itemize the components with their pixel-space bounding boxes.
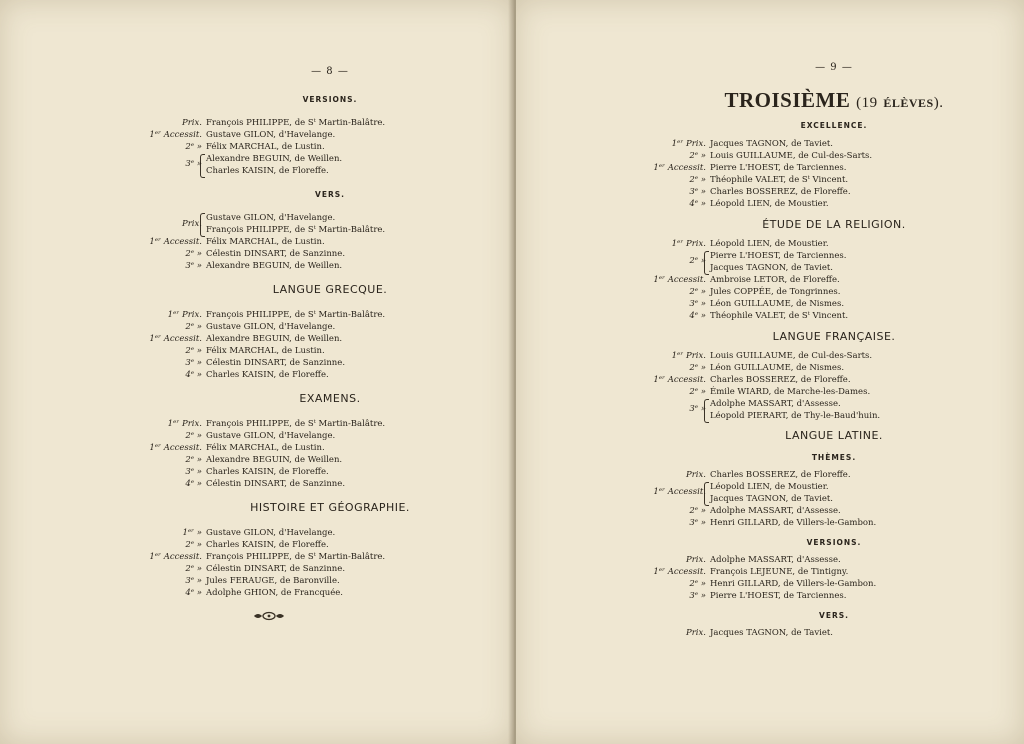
section-heading-langue-francaise: LANGUE FRANÇAISE. — [772, 330, 896, 343]
right-column: — 9 — TROISIÈME (19 ÉLÈVES). EXCELLENCE. 1ᵉʳ Prix. Jacques TAGNON, de Taviet. 2ᵉ » Louis GUILLAUME, de Cul-des-Sarts. 1ᵉʳ Accessit. Pierre L'HOEST, de Tarciennes. 2ᵉ » Théophile VALET, de Sᵗ Vincent. 3ᵉ » Charles BOSSEREZ, de Floreffe. 4ᵉ » Léopold LIEN, de Moustier. ÉTUDE DE LA RELIGION. 1ᵉʳ Prix. Léopold LIEN, de Moustier. 2ᵉ » Pierre L'HOEST, de Tarciennes. Jacques TAGNON, de Taviet. 1ᵉʳ Accessit. Ambroise LETOR, de Floreffe. 2ᵉ » Jules COPPÉE, de Tongrinnes. 3ᵉ » Léon GUILLAUME, de Nismes. 4ᵉ » Théophile VALET, de Sᵗ Vincent. LANGUE FRANÇAISE. 1ᵉʳ Prix. Louis GUILLAUME, de Cul-des-Sarts. 2ᵉ » Léon GUILLAUME, de Nismes. 1ᵉʳ Accessit. Charles BOSSEREZ, de Floreffe. 2ᵉ » Émile WIARD, de Marche-les-Dames. 3ᵉ » Adolphe MASSART, d'Assesse. Léopold PIERART, de Thy-le-Baud'huin. LANGUE LATINE. THÈMES. Prix. Charles BOSSEREZ, de Floreffe. 1ᵉʳ Accessit. Léopold LIEN, de Moustier. Jacques TAGNON, de Taviet. 2ᵉ » Adolphe MASSART, d'Assesse. 3ᵉ » Henri GILLARD, de Villers-le-Gambon. VERSIONS. Prix. Adolphe MASSART, d'Assesse. 1ᵉʳ Accessit. François LEJEUNE, de Tintigny. 2ᵉ » Henri GILLARD, de Villers-le-Gambon. 3ᵉ » Pierre L'HOEST, de Tarciennes. VERS. Prix. Jacques TAGNON, de Taviet. — [644, 0, 1024, 744]
section-heading-versions: VERSIONS. — [806, 538, 862, 547]
section-heading-vers: VERS. — [315, 190, 345, 199]
page-number: — 8 — — [311, 66, 349, 77]
title-count-close: ). — [933, 95, 944, 111]
right-page — [516, 0, 1024, 744]
ornament-svg-icon — [252, 611, 286, 621]
page-number: — 9 — — [815, 62, 853, 73]
ornament-fleuron-icon — [252, 610, 286, 624]
title-main: TROISIÈME — [724, 88, 851, 112]
section-heading-langue-grecque: LANGUE GRECQUE. — [272, 283, 388, 296]
title-count-word: ÉLÈVES — [883, 96, 934, 110]
left-column: — 8 — VERSIONS. Prix. François PHILIPPE, de Sᵗ Martin-Balâtre. 1ᵉʳ Accessit. Gustave GILON, d'Havelange. 2ᵉ » Félix MARCHAL, de Lustin. 3ᵉ » Alexandre BEGUIN, de Weillen. Charles KAISIN, de Floreffe. VERS. Gustave GILON, d'Havelange. Prix. François PHILIPPE, de Sᵗ Martin-Balâtre. 1ᵉʳ Accessit. Félix MARCHAL, de Lustin. 2ᵉ » Célestin DINSART, de Sanzinne. 3ᵉ » Alexandre BEGUIN, de Weillen. LANGUE GRECQUE. 1ᵉʳ Prix. François PHILIPPE, de Sᵗ Martin-Balâtre. 2ᵉ » Gustave GILON, d'Havelange. 1ᵉʳ Accessit. Alexandre BEGUIN, de Weillen. 2ᵉ » Félix MARCHAL, de Lustin. 3ᵉ » Célestin DINSART, de Sanzinne. 4ᵉ » Charles KAISIN, de Floreffe. EXAMENS. 1ᵉʳ Prix. François PHILIPPE, de Sᵗ Martin-Balâtre. 2ᵉ » Gustave GILON, d'Havelange. 1ᵉʳ Accessit. Félix MARCHAL, de Lustin. 2ᵉ » Alexandre BEGUIN, de Weillen. 3ᵉ » Charles KAISIN, de Floreffe. 4ᵉ » Célestin DINSART, de Sanzinne. HISTOIRE ET GÉOGRAPHIE. 1ᵉʳ » Gustave GILON, d'Havelange. 2ᵉ » Charles KAISIN, de Floreffe. 1ᵉʳ Accessit. François PHILIPPE, de Sᵗ Martin-Balâtre. 2ᵉ » Célestin DINSART, de Sanzinne. 3ᵉ » Jules FERAUGE, de Baronville. 4ᵉ » Adolphe GHION, de Francquée. — [140, 0, 520, 744]
section-heading-histoire-geographie: HISTOIRE ET GÉOGRAPHIE. — [250, 501, 410, 514]
section-heading-excellence: EXCELLENCE. — [800, 121, 868, 130]
title-count-open: (19 — [856, 95, 878, 111]
section-heading-vers: VERS. — [819, 611, 849, 620]
section-heading-etude-religion: ÉTUDE DE LA RELIGION. — [762, 218, 906, 231]
section-heading-versions: VERSIONS. — [302, 95, 358, 104]
page-title — [644, 88, 1024, 113]
section-heading-examens: EXAMENS. — [299, 392, 361, 405]
section-heading-langue-latine: LANGUE LATINE. — [785, 429, 883, 442]
section-heading-themes: THÈMES. — [811, 453, 857, 462]
